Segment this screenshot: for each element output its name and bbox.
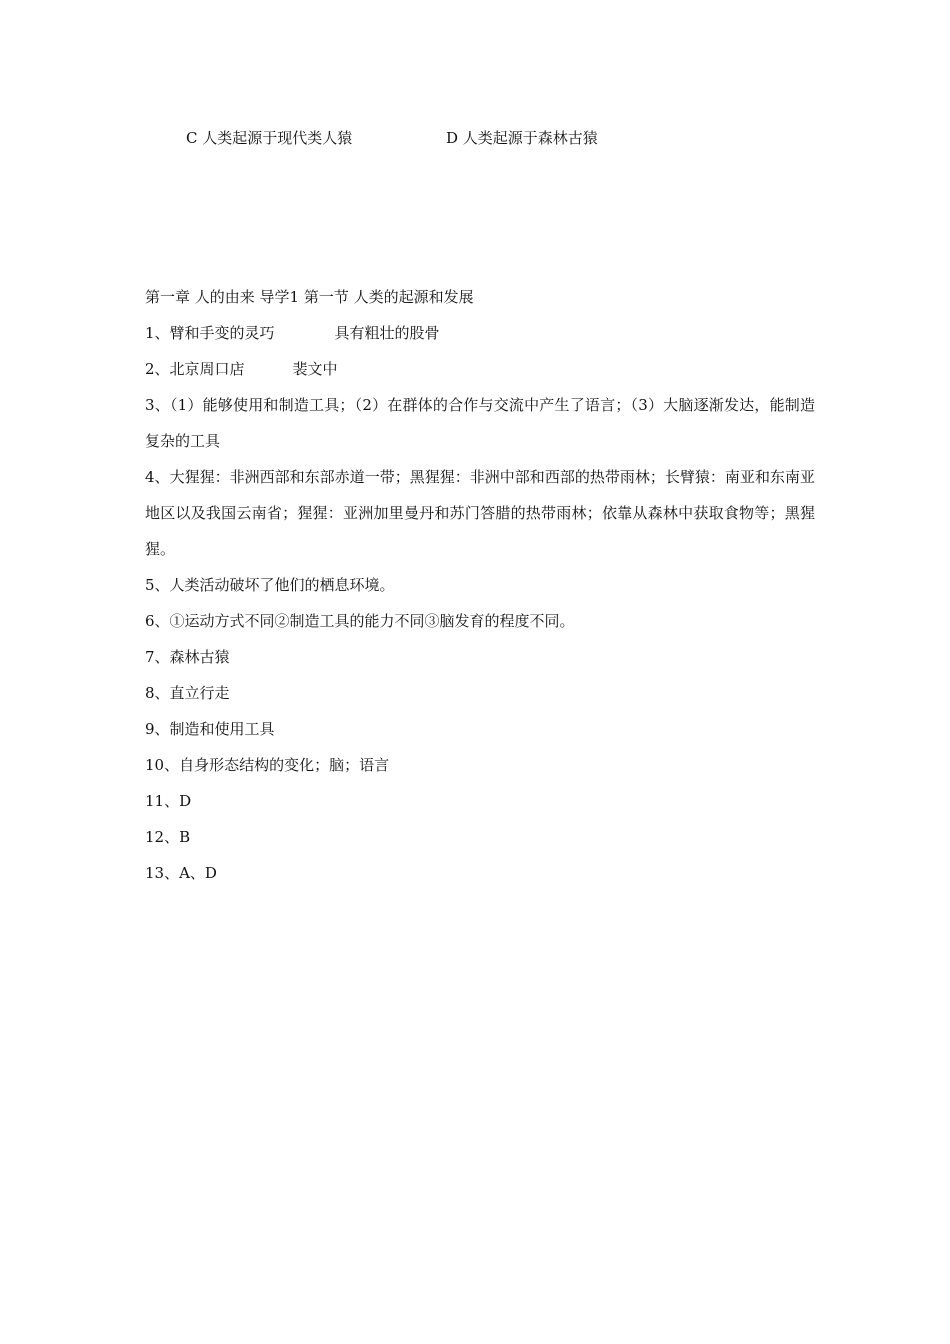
answer-12: 12、B — [145, 828, 191, 846]
answer-13: 13、A、D — [145, 864, 217, 882]
answer-3: 3、（1）能够使用和制造工具；（2）在群体的合作与交流中产生了语言；（3）大脑逐渐发达，能制造复杂的工具 — [145, 396, 815, 450]
answer-section — [145, 287, 815, 899]
option-c: C 人类起源于现代类人猿 — [186, 129, 353, 147]
answer-9: 9、制造和使用工具 — [145, 720, 275, 738]
answer-2-part-a: 2、北京周口店 — [145, 360, 245, 378]
section-heading: 第一章 人的由来 导学1 第一节 人类的起源和发展 — [145, 288, 474, 306]
answer-2 — [145, 359, 815, 379]
answer-2-part-b: 裴文中 — [292, 360, 338, 378]
answer-1-part-b: 具有粗壮的股骨 — [334, 324, 440, 342]
answer-11: 11、D — [145, 792, 192, 810]
answer-8: 8、直立行走 — [145, 684, 230, 702]
option-d: D 人类起源于森林古猿 — [446, 129, 598, 147]
answer-4: 4、大猩猩：非洲西部和东部赤道一带；黑猩猩：非洲中部和西部的热带雨林；长臂猿：南亚和东南亚地区以及我国云南省；猩猩：亚洲加里曼丹和苏门答腊的热带雨林；依靠从森林中获取食物等；黑猩猩。 — [145, 468, 815, 558]
answer-10: 10、自身形态结构的变化；脑；语言 — [145, 756, 390, 774]
options-row — [186, 128, 786, 148]
answer-6: 6、①运动方式不同②制造工具的能力不同③脑发育的程度不同。 — [145, 612, 575, 630]
answer-1-part-a: 1、臂和手变的灵巧 — [145, 324, 275, 342]
answer-5: 5、人类活动破坏了他们的栖息环境。 — [145, 576, 395, 594]
answer-1 — [145, 323, 815, 343]
answer-7: 7、森林古猿 — [145, 648, 230, 666]
